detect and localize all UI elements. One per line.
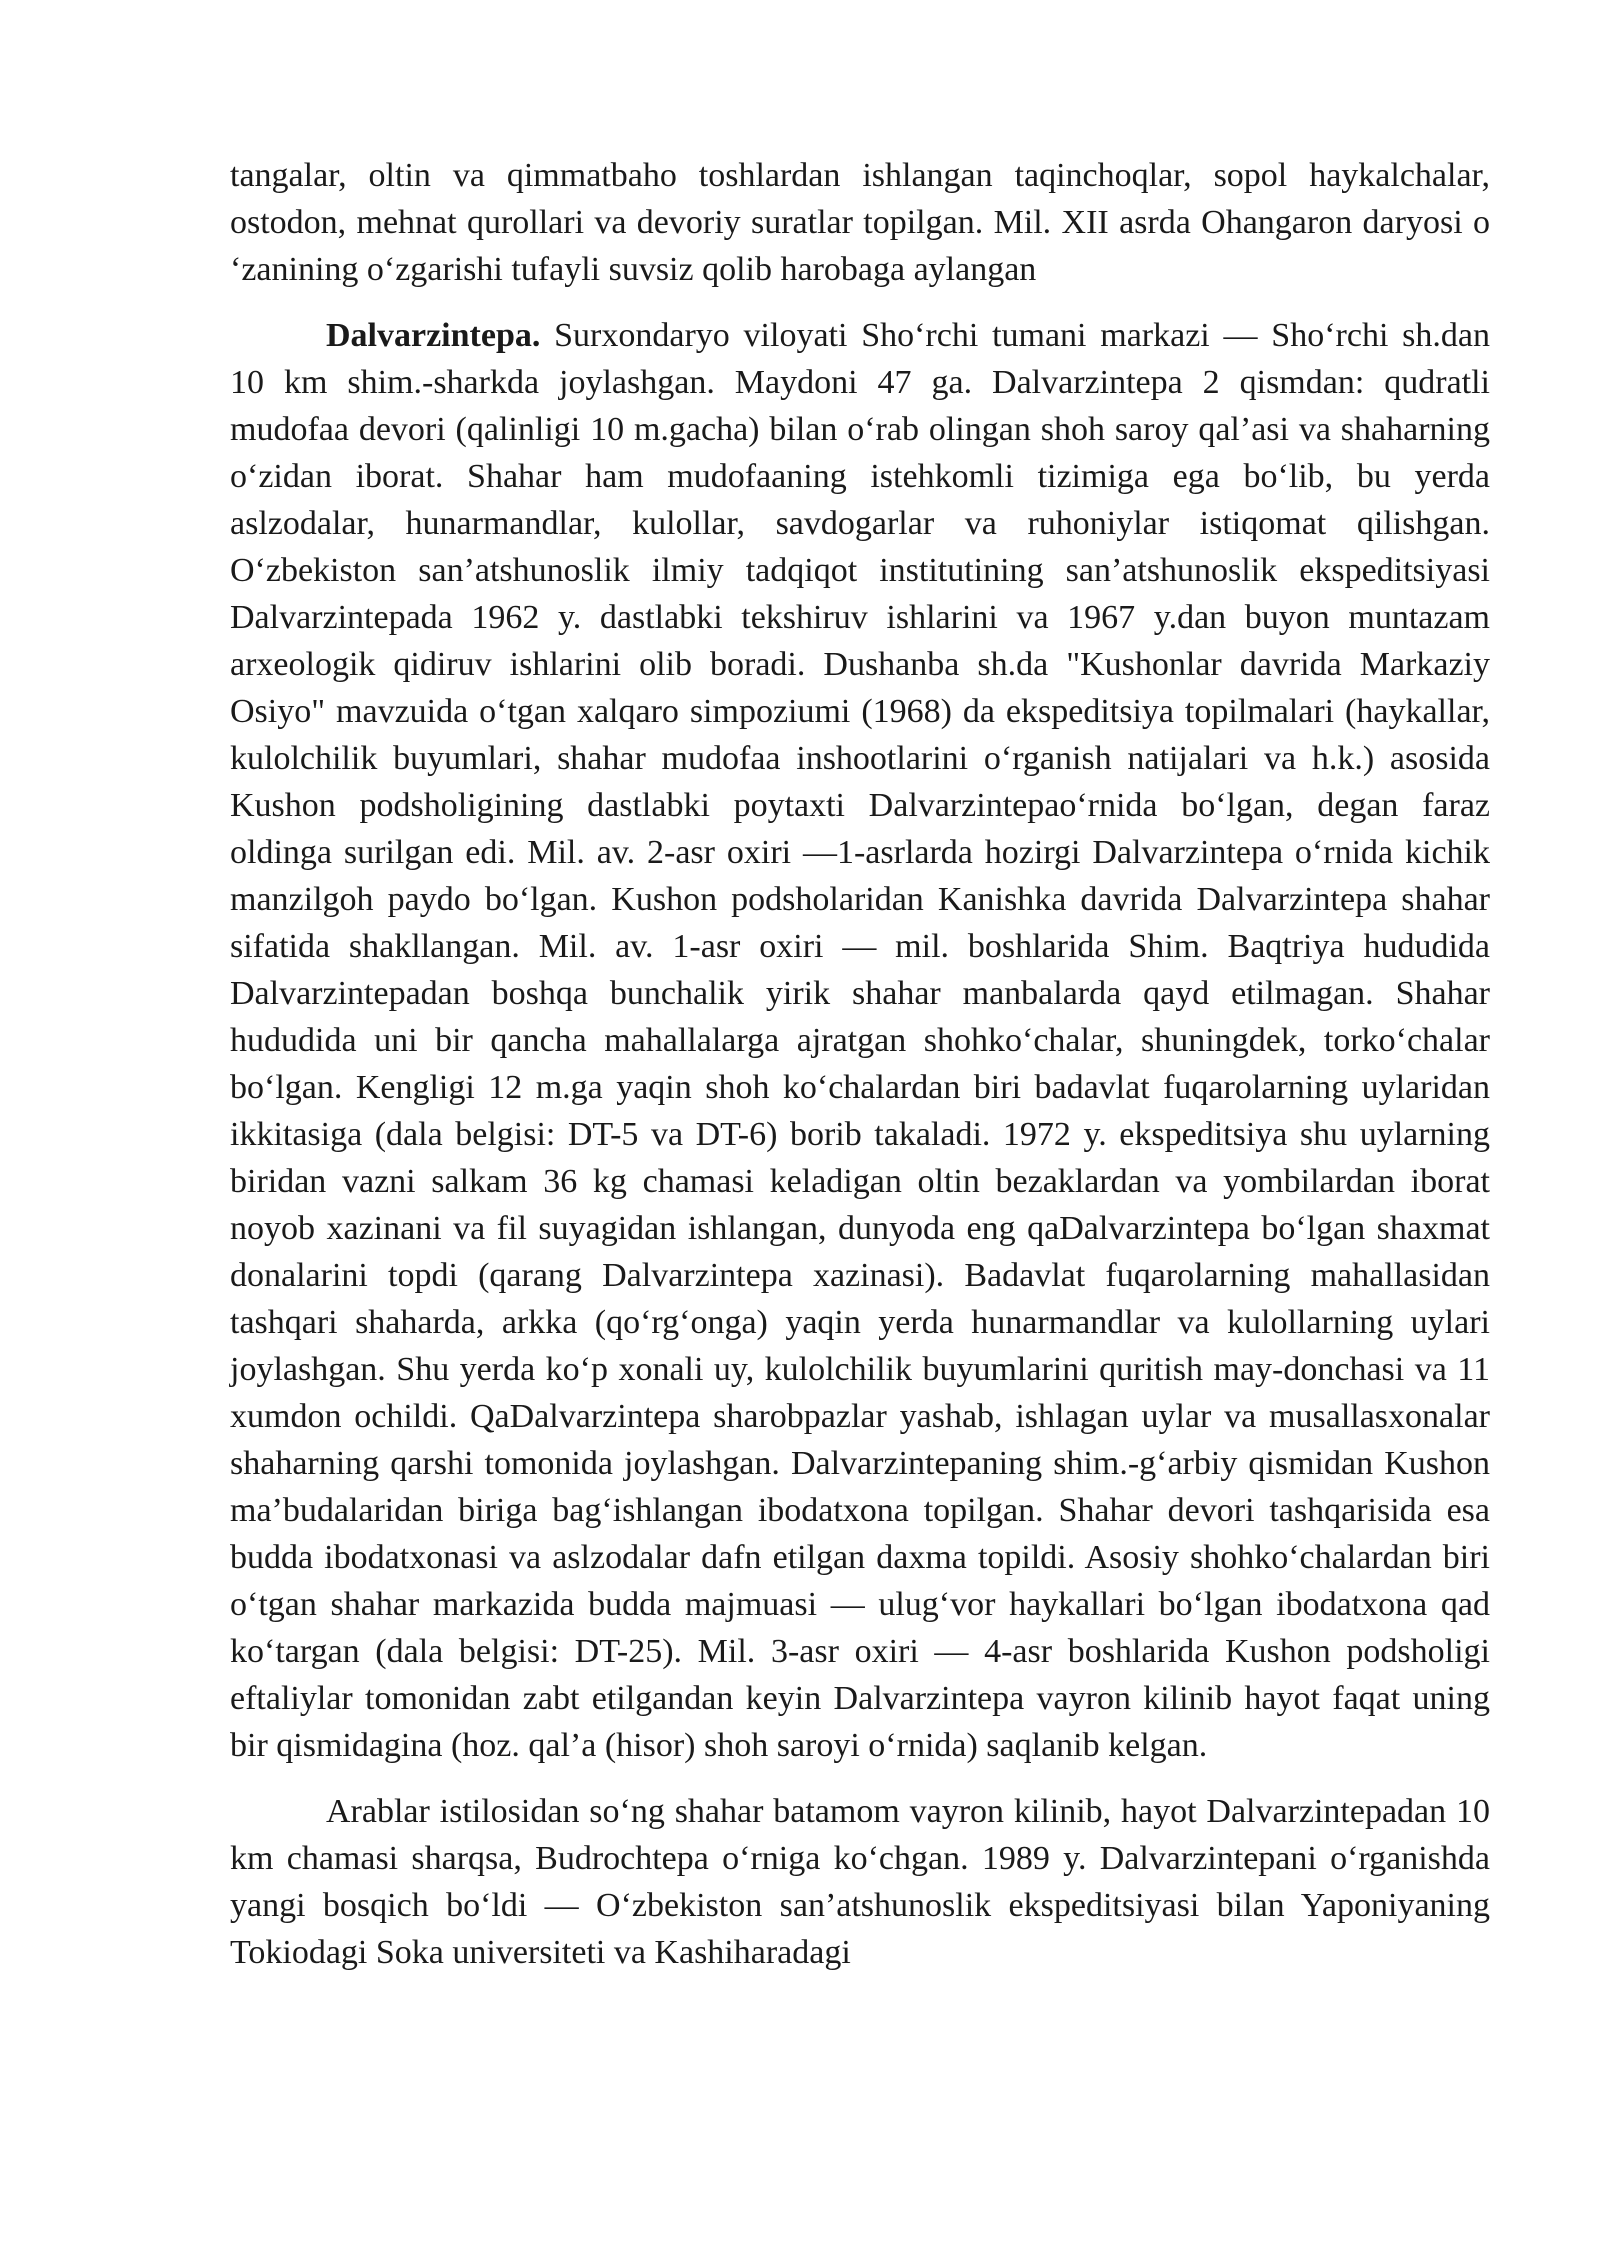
document-page <box>230 152 1490 1995</box>
paragraph-text: Arablar istilosidan so‘ng shahar batamom vayron kilinib, hayot Dalvarzintepadan 10 km chamasi sharqsa, Budrochtepa o‘rniga ko‘chgan. 1989 y. Dalvarzintepani o‘rganishda yangi bosqich bo‘ldi — O‘zbekiston san’atshunoslik ekspeditsiyasi bilan Yaponiyaning Tokiodagi Soka universiteti va Kashiharadagi <box>230 1793 1490 1971</box>
paragraph-text: tangalar, oltin va qimmatbaho toshlardan ishlangan taqinchoqlar, sopol haykalchalar, ostodon, mehnat qurollari va devoriy suratlar topilgan. Mil. XII asrda Ohangaron daryosi o ‘zanining o‘zgarishi tufayli suvsiz qolib harobaga aylangan <box>230 157 1490 288</box>
paragraph-continuation <box>230 152 1490 293</box>
entry-term: Dalvarzintepa. <box>326 317 541 354</box>
paragraph-text: Surxondaryo viloyati Sho‘rchi tumani markazi — Sho‘rchi sh.dan 10 km shim.-sharkda joylashgan. Maydoni 47 ga. Dalvarzintepa 2 qismdan: qudratli mudofaa devori (qalinligi 10 m.gacha) bilan o‘rab olingan shoh saroy qal’asi va shaharning o‘zidan iborat. Shahar ham mudofaaning istehkomli tizimiga ega bo‘lib, bu yerda aslzodalar, hunarmandlar, kulollar, savdogarlar va ruhoniylar istiqomat qilishgan. O‘zbekiston san’atshunoslik ilmiy tadqiqot institutining san’atshunoslik ekspeditsiyasi Dalvarzintepada 1962 y. dastlabki tekshiruv ishlarini va 1967 y.dan buyon muntazam arxeologik qidiruv ishlarini olib boradi. Dushanba sh.da "Kushonlar davrida Markaziy Osiyo" mavzuida o‘tgan xalqaro simpoziumi (1968) da ekspeditsiya topilmalari (haykallar, kulolchilik buyumlari, shahar mudofaa inshootlarini o‘rganish natijalari va h.k.) asosida Kushon podsholigining dastlabki poytaxti Dalvarzintepao‘rnida bo‘lgan, degan faraz oldinga surilgan edi. Mil. av. 2-asr oxiri —1-asrlarda hozirgi Dalvarzintepa o‘rnida kichik manzilgoh paydo bo‘lgan. Kushon podsholaridan Kanishka davrida Dalvarzintepa shahar sifatida shakllangan. Mil. av. 1-asr oxiri — mil. boshlarida Shim. Baqtriya hududida Dalvarzintepadan boshqa bunchalik yirik shahar manbalarda qayd etilmagan. Shahar hududida uni bir qancha mahallalarga ajratgan shohko‘chalar, shuningdek, torko‘chalar bo‘lgan. Kengligi 12 m.ga yaqin shoh ko‘chalardan biri badavlat fuqarolarning uylaridan ikkitasiga (dala belgisi: DT-5 va DT-6) borib takaladi. 1972 y. ekspeditsiya shu uylarning biridan vazni salkam 36 kg chamasi keladigan oltin bezaklardan va yombilardan iborat noyob xazinani va fil suyagidan ishlangan, dunyoda eng qaDalvarzintepa bo‘lgan shaxmat donalarini topdi (qarang Dalvarzintepa xazinasi). Badavlat fuqarolarning mahallasidan tashqari shaharda, arkka (qo‘rg‘onga) yaqin yerda hunarmandlar va kulollarning uylari joylashgan. Shu yerda ko‘p xonali uy, kulolchilik buyumlarini quritish may-donchasi va 11 xumdon ochildi. QaDalvarzintepa sharobpazlar yashab, ishlagan uylar va musallasxonalar shaharning qarshi tomonida joylashgan. Dalvarzintepaning shim.-g‘arbiy qismidan Kushon ma’budalaridan biriga bag‘ishlangan ibodatxona topilgan. Shahar devori tashqarisida esa budda ibodatxonasi va aslzodalar dafn etilgan daxma topildi. Asosiy shohko‘chalardan biri o‘tgan shahar markazida budda majmuasi — ulug‘vor haykallari bo‘lgan ibodatxona qad ko‘targan (dala belgisi: DT-25). Mil. 3-asr oxiri — 4-asr boshlarida Kushon podsholigi eftaliylar tomonidan zabt etilgandan keyin Dalvarzintepa vayron kilinib hayot faqat uning bir qismidagina (hoz. qal’a (hisor) shoh saroyi o‘rnida) saqlanib kelgan. <box>230 317 1490 1764</box>
paragraph-dalvarzintepa <box>230 312 1490 1769</box>
paragraph-arablar <box>230 1788 1490 1976</box>
